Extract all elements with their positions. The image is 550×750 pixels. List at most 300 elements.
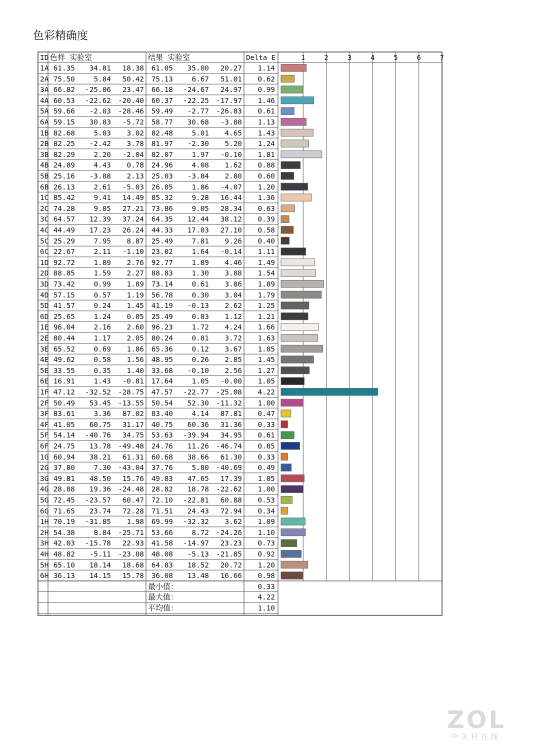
delta-e-value: 1.13 [257,117,275,127]
sample-lab-value: -40.76 [85,430,111,440]
result-lab-value: 24.96 [151,160,173,170]
row-id: 2H [40,527,49,537]
row-id: 1A [40,63,49,73]
result-lab-value: 3.67 [224,344,242,354]
delta-e-value: 0.40 [257,236,275,246]
result-lab-value: 13.48 [187,571,209,581]
result-lab-value: 35.00 [187,63,209,73]
result-lab-value: 4.08 [191,160,209,170]
row-id: 5H [40,560,49,570]
sample-lab-value: -23.08 [118,549,144,559]
result-lab-value: 9.28 [191,193,209,203]
result-lab-value: 44.33 [151,225,173,235]
result-lab-value: -2.30 [187,139,209,149]
delta-e-bar [281,248,306,255]
result-lab-value: 3.88 [224,268,242,278]
result-lab-value: 75.13 [151,74,173,84]
sample-lab-value: 5.03 [93,128,111,138]
delta-e-value: 1.36 [257,193,275,203]
sample-lab-value: 36.13 [53,571,75,581]
result-lab-value: 5.80 [191,463,209,473]
delta-e-bar [281,140,309,147]
row-id: 4B [40,160,49,170]
row-id: 5C [40,236,49,246]
delta-e-value: 1.21 [257,311,275,321]
row-id: 3G [40,473,49,483]
sample-lab-value: 18.68 [122,560,144,570]
result-lab-value: 11.26 [187,441,209,451]
result-lab-value: 1.86 [191,182,209,192]
delta-e-value: 1.05 [257,376,275,386]
delta-e-bar [281,194,311,201]
delta-e-value: 1.46 [257,95,275,105]
sample-lab-value: 25.16 [53,171,75,181]
delta-e-value: 1.20 [257,560,275,570]
delta-e-bar [281,270,316,277]
result-lab-value: 24.43 [187,506,209,516]
delta-e-bar [281,324,318,331]
sample-lab-value: 96.04 [53,322,75,332]
delta-e-value: 4.22 [257,387,275,397]
result-lab-value: 9.26 [224,236,242,246]
row-id: 6E [40,376,49,386]
result-lab-value: 85.32 [151,193,173,203]
sample-lab-value: 48.50 [89,473,111,483]
delta-e-bar [281,313,308,320]
result-lab-value: 16.44 [220,193,242,203]
row-id: 2A [40,74,49,84]
sample-lab-value: 0.69 [93,344,111,354]
sample-lab-value: 2.13 [126,171,144,181]
delta-e-value: 1.05 [257,473,275,483]
sample-lab-value: 33.55 [53,365,75,375]
result-lab-value: 2.85 [224,355,242,365]
sample-lab-value: 1.56 [126,355,144,365]
sample-lab-value: 2.16 [93,322,111,332]
delta-e-value: 0.85 [257,441,275,451]
sample-lab-value: 42.03 [53,538,75,548]
sample-lab-value: 2.11 [93,247,111,257]
row-id: 2G [40,463,49,473]
result-lab-value: 24.97 [220,85,242,95]
sample-lab-value: -5.03 [122,182,144,192]
header-sample-lab: 色样 实验室 [50,53,93,62]
x-tick-label: 1 [301,54,306,62]
result-lab-value: 92.77 [151,257,173,267]
delta-e-bar [281,129,313,136]
result-lab-value: 49.83 [151,473,173,483]
sample-lab-value: 26.13 [53,182,75,192]
result-lab-value: 1.89 [191,257,209,267]
result-lab-value: 56.78 [151,290,173,300]
result-lab-value: 25.03 [151,171,173,181]
delta-e-bar [281,367,309,374]
sample-lab-value: -2.42 [89,139,111,149]
sample-lab-value: 3.78 [126,139,144,149]
row-id: 1C [40,193,49,203]
summary-label: 最小值： [148,581,178,591]
result-lab-value: -4.07 [220,182,242,192]
sample-lab-value: 8.84 [93,527,111,537]
row-id: 3D [40,279,49,289]
row-id: 5F [40,430,49,440]
delta-e-value: 1.10 [257,527,275,537]
sample-lab-value: -5.11 [89,549,111,559]
result-lab-value: -5.13 [187,549,209,559]
sample-lab-value: 82.68 [53,128,75,138]
result-lab-value: 72.10 [151,495,173,505]
result-lab-value: 64.83 [151,560,173,570]
row-id: 5E [40,365,49,375]
result-lab-value: 65.36 [151,344,173,354]
delta-e-bar [281,345,323,352]
result-lab-value: 48.95 [151,355,173,365]
result-lab-value: 1.05 [191,376,209,386]
page-title: 色彩精确度 [33,29,88,42]
result-lab-value: -21.85 [216,549,242,559]
sample-lab-value: 24.75 [53,441,75,451]
delta-e-value: 1.49 [257,257,275,267]
result-lab-value: 83.40 [151,409,173,419]
result-lab-value: 4.24 [224,322,242,332]
result-lab-value: 4.14 [191,409,209,419]
result-lab-value: 2.56 [224,365,242,375]
delta-e-value: 0.63 [257,203,275,213]
sample-lab-value: 2.05 [126,333,144,343]
sample-lab-value: 26.24 [122,225,144,235]
delta-e-bar [281,572,303,579]
sample-lab-value: 0.35 [93,365,111,375]
result-lab-value: 3.04 [224,290,242,300]
delta-e-value: 0.73 [257,538,275,548]
sample-lab-value: 22.93 [122,538,144,548]
x-tick-label: 6 [416,54,421,62]
row-id: 3A [40,85,49,95]
sample-lab-value: 15.78 [122,571,144,581]
result-lab-value: 48.08 [151,549,173,559]
result-lab-value: 61.30 [220,452,242,462]
sample-lab-value: 4.43 [93,160,111,170]
row-id: 6A [40,117,49,127]
delta-e-bar [281,291,321,298]
result-lab-value: -14.97 [183,538,209,548]
delta-e-bar [281,108,294,115]
delta-e-value: 0.88 [257,160,275,170]
sample-lab-value: 0.58 [93,355,111,365]
sample-lab-value: 23.47 [122,85,144,95]
x-tick-label: 7 [439,54,445,62]
sample-lab-value: 50.49 [53,398,75,408]
sample-lab-value: -3.88 [89,171,111,181]
result-lab-value: 34.95 [220,430,242,440]
delta-e-bar [281,453,288,460]
sample-lab-value: 60.53 [53,95,75,105]
summary-value: 0.33 [257,581,275,591]
result-lab-value: 18.78 [187,484,209,494]
row-id: 6F [40,441,49,451]
sample-lab-value: 0.57 [93,290,111,300]
row-id: 6B [40,182,49,192]
result-lab-value: 25.49 [151,311,173,321]
row-id: 3E [40,344,49,354]
sample-lab-value: 47.12 [53,387,75,397]
delta-e-bar [281,432,294,439]
result-lab-value: 87.81 [220,409,242,419]
delta-e-value: 1.09 [257,517,275,527]
delta-e-bar [281,356,314,363]
result-lab-value: 1.64 [191,247,209,257]
result-lab-value: 81.97 [151,139,173,149]
sample-lab-value: 7.95 [93,236,111,246]
result-lab-value: 69.99 [151,517,173,527]
result-lab-value: 71.51 [151,506,173,516]
row-id: 6C [40,247,49,257]
row-id: 1E [40,322,49,332]
result-lab-value: 61.05 [151,63,173,73]
sample-lab-value: 28.88 [53,484,75,494]
sample-lab-value: 0.05 [126,311,144,321]
result-lab-value: 50.54 [151,398,173,408]
sample-lab-value: 53.45 [89,398,111,408]
delta-e-value: 0.61 [257,430,275,440]
delta-e-value: 0.33 [257,452,275,462]
result-lab-value: 23.23 [220,538,242,548]
result-lab-value: -0.10 [187,365,209,375]
sample-lab-value: 15.76 [122,473,144,483]
result-lab-value: 80.24 [151,333,173,343]
summary-value: 4.22 [257,592,275,602]
result-lab-value: -32.32 [183,517,209,527]
sample-lab-value: 2.76 [126,257,144,267]
row-id: 2E [40,333,49,343]
delta-e-bar [281,561,308,568]
result-lab-value: 0.26 [191,355,209,365]
result-lab-value: 72.94 [220,506,242,516]
delta-e-bar [281,226,293,233]
sample-lab-value: 14.15 [89,571,111,581]
result-lab-value: 27.10 [220,225,242,235]
sample-lab-value: 49.81 [53,473,75,483]
result-lab-value: 23.02 [151,247,173,257]
result-lab-value: 52.30 [187,398,209,408]
sample-lab-value: -31.85 [85,517,111,527]
result-lab-value: 7.81 [191,236,209,246]
result-lab-value: -22.25 [183,95,209,105]
result-lab-value: 25.49 [151,236,173,246]
delta-e-bar [281,410,291,417]
sample-lab-value: -43.04 [118,463,144,473]
result-lab-value: 2.80 [224,171,242,181]
result-lab-value: -0.14 [220,247,242,257]
result-lab-value: 88.83 [151,268,173,278]
sample-lab-value: 65.10 [53,560,75,570]
sample-lab-value: 1.89 [126,279,144,289]
result-lab-value: -22.81 [183,495,209,505]
result-lab-value: 5.01 [191,128,209,138]
result-lab-value: 30.68 [187,117,209,127]
delta-e-value: 1.79 [257,290,275,300]
delta-e-bar [281,205,295,212]
sample-lab-value: -20.40 [118,95,144,105]
sample-lab-value: 41.05 [53,419,75,429]
row-id: 1F [40,387,49,397]
result-lab-value: 60.88 [220,495,242,505]
result-lab-value: 64.35 [151,214,173,224]
sample-lab-value: -25.71 [118,527,144,537]
sample-lab-value: 9.41 [93,193,111,203]
sample-lab-value: 3.02 [126,128,144,138]
delta-e-bar [281,259,314,266]
result-lab-value: -0.13 [187,301,209,311]
sample-lab-value: 60.75 [89,419,111,429]
result-lab-value: 28.34 [220,203,242,213]
delta-e-bar [281,86,303,93]
row-id: 1H [40,517,49,527]
delta-e-bar [281,75,294,82]
result-lab-value: 0.12 [191,344,209,354]
result-lab-value: -46.74 [216,441,242,451]
sample-lab-value: 57.15 [53,290,75,300]
sample-lab-value: 1.45 [126,301,144,311]
row-id: 2C [40,203,49,213]
result-lab-value: 3.72 [224,333,242,343]
sample-lab-value: 2.27 [126,268,144,278]
delta-e-value: 1.81 [257,149,275,159]
delta-e-bar [281,334,318,341]
result-lab-value: 2.62 [224,301,242,311]
sample-lab-value: 5.84 [93,74,111,84]
zol-watermark-logo: ZOL [447,706,507,734]
sample-lab-value: 60.47 [122,495,144,505]
delta-e-value: 0.99 [257,85,275,95]
sample-lab-value: 13.78 [89,441,111,451]
result-lab-value: 31.36 [220,419,242,429]
result-lab-value: 12.44 [187,214,209,224]
result-lab-value: 82.48 [151,128,173,138]
result-lab-value: -0.10 [220,149,242,159]
delta-e-value: 1.00 [257,398,275,408]
result-lab-value: 3.62 [224,517,242,527]
sample-lab-value: 71.65 [53,506,75,516]
sample-lab-value: 30.83 [89,117,111,127]
delta-e-value: 0.98 [257,571,275,581]
delta-e-value: 0.47 [257,409,275,419]
row-id: 2F [40,398,49,408]
delta-e-value: 0.53 [257,495,275,505]
row-id: 5B [40,171,49,181]
summary-value: 1.10 [257,603,275,613]
result-lab-value: 17.64 [151,376,173,386]
delta-e-value: 1.54 [257,268,275,278]
result-lab-value: 9.05 [191,203,209,213]
delta-e-value: 1.89 [257,279,275,289]
delta-e-bar [281,378,304,385]
header-result-lab: 结果 实验室 [148,53,191,62]
sample-lab-value: 24.89 [53,160,75,170]
delta-e-bar [281,97,314,104]
sample-lab-value: 0.78 [126,160,144,170]
summary-label: 最大值： [148,592,178,602]
sample-lab-value: 14.49 [122,193,144,203]
delta-e-value: 1.20 [257,182,275,192]
result-lab-value: -24.67 [183,85,209,95]
x-tick-label: 4 [370,54,375,62]
row-id: 3C [40,214,49,224]
sample-lab-value: -13.55 [118,398,144,408]
result-lab-value: 4.46 [224,257,242,267]
result-lab-value: 16.66 [220,571,242,581]
delta-e-bar [281,529,305,536]
sample-lab-value: 66.82 [53,85,75,95]
sample-lab-value: 1.24 [93,311,111,321]
row-id: 6G [40,506,49,516]
delta-e-value: 0.39 [257,214,275,224]
result-lab-value: -2.77 [187,106,209,116]
delta-e-value: 1.00 [257,484,275,494]
sample-lab-value: 22.67 [53,247,75,257]
zol-watermark-subtitle: 中关村在线 [451,733,501,741]
row-id: 6H [40,571,49,581]
sample-lab-value: -0.81 [122,376,144,386]
sample-lab-value: 12.39 [89,214,111,224]
sample-lab-value: 16.91 [53,376,75,386]
result-lab-value: 41.58 [151,538,173,548]
sample-lab-value: 3.36 [93,409,111,419]
row-id: 5G [40,495,49,505]
result-lab-value: -22.77 [183,387,209,397]
result-lab-value: 40.75 [151,419,173,429]
x-tick-label: 5 [393,54,398,62]
delta-e-bar [281,183,308,190]
result-lab-value: 82.07 [151,149,173,159]
row-id: 4A [40,95,49,105]
sample-lab-value: 37.24 [122,214,144,224]
delta-e-bar [281,151,322,158]
result-lab-value: 1.12 [224,311,242,321]
result-lab-value: 8.72 [191,527,209,537]
sample-lab-value: 41.57 [53,301,75,311]
sample-lab-value: 61.35 [53,63,75,73]
delta-e-bar [281,540,297,547]
sample-lab-value: 18.38 [122,63,144,73]
delta-e-bar [281,486,303,493]
result-lab-value: 96.23 [151,322,173,332]
sample-lab-value: 2.60 [126,322,144,332]
sample-lab-value: 92.72 [53,257,75,267]
delta-e-bar [281,507,288,514]
sample-lab-value: -23.57 [85,495,111,505]
result-lab-value: 47.57 [151,387,173,397]
sample-lab-value: 9.05 [93,203,111,213]
sample-lab-value: 34.81 [89,63,111,73]
result-lab-value: 0.61 [191,279,209,289]
sample-lab-value: 60.94 [53,452,75,462]
result-lab-value: 5.20 [224,139,242,149]
row-id: 4C [40,225,49,235]
sample-lab-value: 80.44 [53,333,75,343]
result-lab-value: -17.97 [216,95,242,105]
sample-lab-value: 1.86 [126,344,144,354]
delta-e-bar [281,64,306,71]
delta-e-bar [281,442,300,449]
delta-e-value: 0.92 [257,549,275,559]
result-lab-value: 53.63 [151,430,173,440]
delta-e-value: 1.43 [257,128,275,138]
sample-lab-value: 25.65 [53,311,75,321]
sample-lab-value: 38.21 [89,452,111,462]
sample-lab-value: -28.75 [118,387,144,397]
sample-lab-value: 59.15 [53,117,75,127]
